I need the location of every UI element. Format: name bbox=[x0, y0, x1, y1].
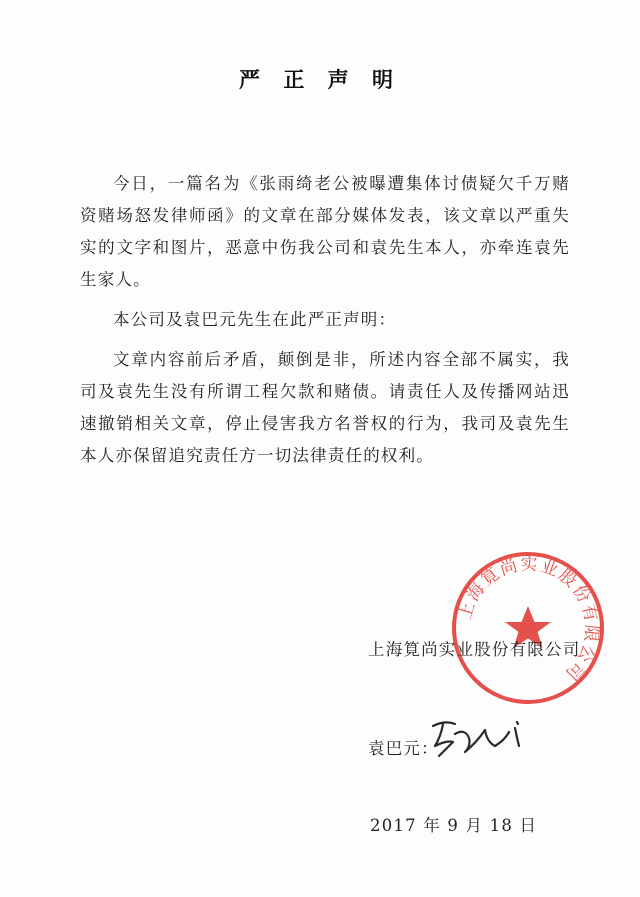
paragraph-details-text: 文章内容前后矛盾，颠倒是非，所述内容全部不属实，我司及袁先生没有所谓工程欠款和赌债。请责任人及传播网站迅速撤销相关文章，停止侵害我方名誉权的行为，我司及袁先生本人亦保留追究责任方一切法律责任的权利。 bbox=[80, 350, 570, 465]
paragraph-declaration-text: 本公司及袁巴元先生在此严正声明： bbox=[113, 310, 397, 329]
document-date: 2017 年 9 月 18 日 bbox=[370, 816, 538, 835]
company-name: 上海筧尚实业股份有限公司 bbox=[368, 640, 581, 659]
paragraph-declaration bbox=[80, 304, 570, 336]
company-seal-stamp bbox=[448, 548, 608, 708]
seal-text: 上海筧尚实业股份有限公司 bbox=[455, 554, 602, 686]
document-body bbox=[80, 168, 570, 480]
paragraph-intro-text: 今日，一篇名为《张雨绮老公被曝遭集体讨债疑欠千万赌资赌场怒发律师函》的文章在部分媒体发表，该文章以严重失实的文字和图片，恶意中伤我公司和袁先生本人，亦牵连袁先生家人。 bbox=[80, 174, 570, 289]
handwritten-signature bbox=[425, 712, 535, 762]
document-title: 严 正 声 明 bbox=[239, 68, 401, 92]
signer-label: 袁巴元： bbox=[368, 739, 439, 758]
paragraph-intro bbox=[80, 168, 570, 296]
paragraph-details bbox=[80, 344, 570, 472]
